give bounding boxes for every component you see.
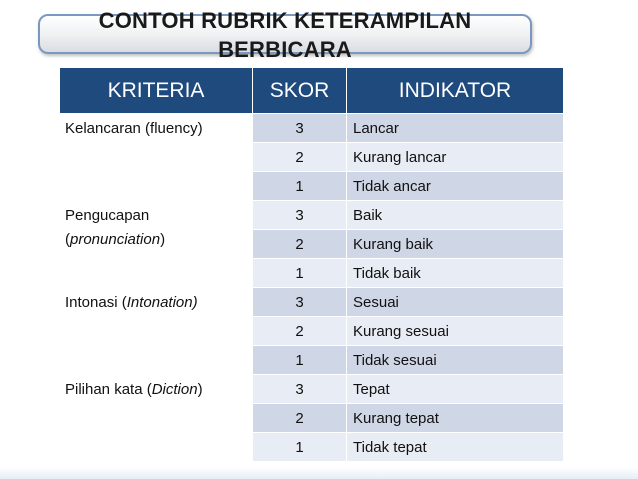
- slide-bottom-gradient: [0, 467, 638, 479]
- table-header-row: [60, 68, 564, 114]
- slide-title-line-1: CONTOH RUBRIK KETERAMPILAN: [98, 8, 472, 33]
- score-cell: 3: [253, 114, 347, 143]
- criteria-cell: [60, 114, 253, 201]
- indicator-cell: Tepat: [347, 375, 564, 404]
- slide-title: [38, 6, 532, 64]
- table-row: [60, 288, 564, 317]
- header-score: SKOR: [253, 68, 347, 114]
- indicator-cell: Kurang sesuai: [347, 317, 564, 346]
- score-cell: 2: [253, 404, 347, 433]
- criteria-secondary: [65, 228, 248, 252]
- score-cell: 2: [253, 230, 347, 259]
- indicator-cell: Kurang tepat: [347, 404, 564, 433]
- indicator-cell: Kurang lancar: [347, 143, 564, 172]
- header-indicator: INDIKATOR: [347, 68, 564, 114]
- score-cell: 1: [253, 433, 347, 462]
- score-cell: 1: [253, 259, 347, 288]
- indicator-cell: Tidak sesuai: [347, 346, 564, 375]
- criteria-main: Kelancaran (fluency): [65, 120, 203, 137]
- table-row: [60, 375, 564, 404]
- indicator-cell: Baik: [347, 201, 564, 230]
- indicator-cell: Tidak tepat: [347, 433, 564, 462]
- score-cell: 2: [253, 143, 347, 172]
- indicator-cell: Sesuai: [347, 288, 564, 317]
- criteria-pre: Pilihan kata (: [65, 381, 152, 398]
- criteria-post: ): [160, 231, 166, 248]
- score-cell: 1: [253, 346, 347, 375]
- score-cell: 1: [253, 172, 347, 201]
- criteria-italic: pronunciation: [70, 231, 161, 248]
- rubric-table: [59, 67, 564, 462]
- criteria-post: ): [197, 381, 203, 398]
- indicator-cell: Tidak baik: [347, 259, 564, 288]
- slide-title-line-2: BERBICARA: [218, 37, 352, 62]
- criteria-main: Pengucapan: [65, 207, 150, 224]
- criteria-cell: [60, 375, 253, 462]
- criteria-italic: Diction: [151, 381, 198, 398]
- criteria-italic: Intonation): [126, 294, 198, 311]
- score-cell: 3: [253, 375, 347, 404]
- criteria-pre: Intonasi (: [65, 294, 127, 311]
- header-criteria: KRITERIA: [60, 68, 253, 114]
- score-cell: 2: [253, 317, 347, 346]
- criteria-cell: [60, 201, 253, 288]
- indicator-cell: Tidak ancar: [347, 172, 564, 201]
- score-cell: 3: [253, 201, 347, 230]
- table-row: [60, 201, 564, 230]
- table-row: [60, 114, 564, 143]
- criteria-pre: (: [65, 231, 70, 248]
- score-cell: 3: [253, 288, 347, 317]
- criteria-cell: [60, 288, 253, 375]
- indicator-cell: Kurang baik: [347, 230, 564, 259]
- indicator-cell: Lancar: [347, 114, 564, 143]
